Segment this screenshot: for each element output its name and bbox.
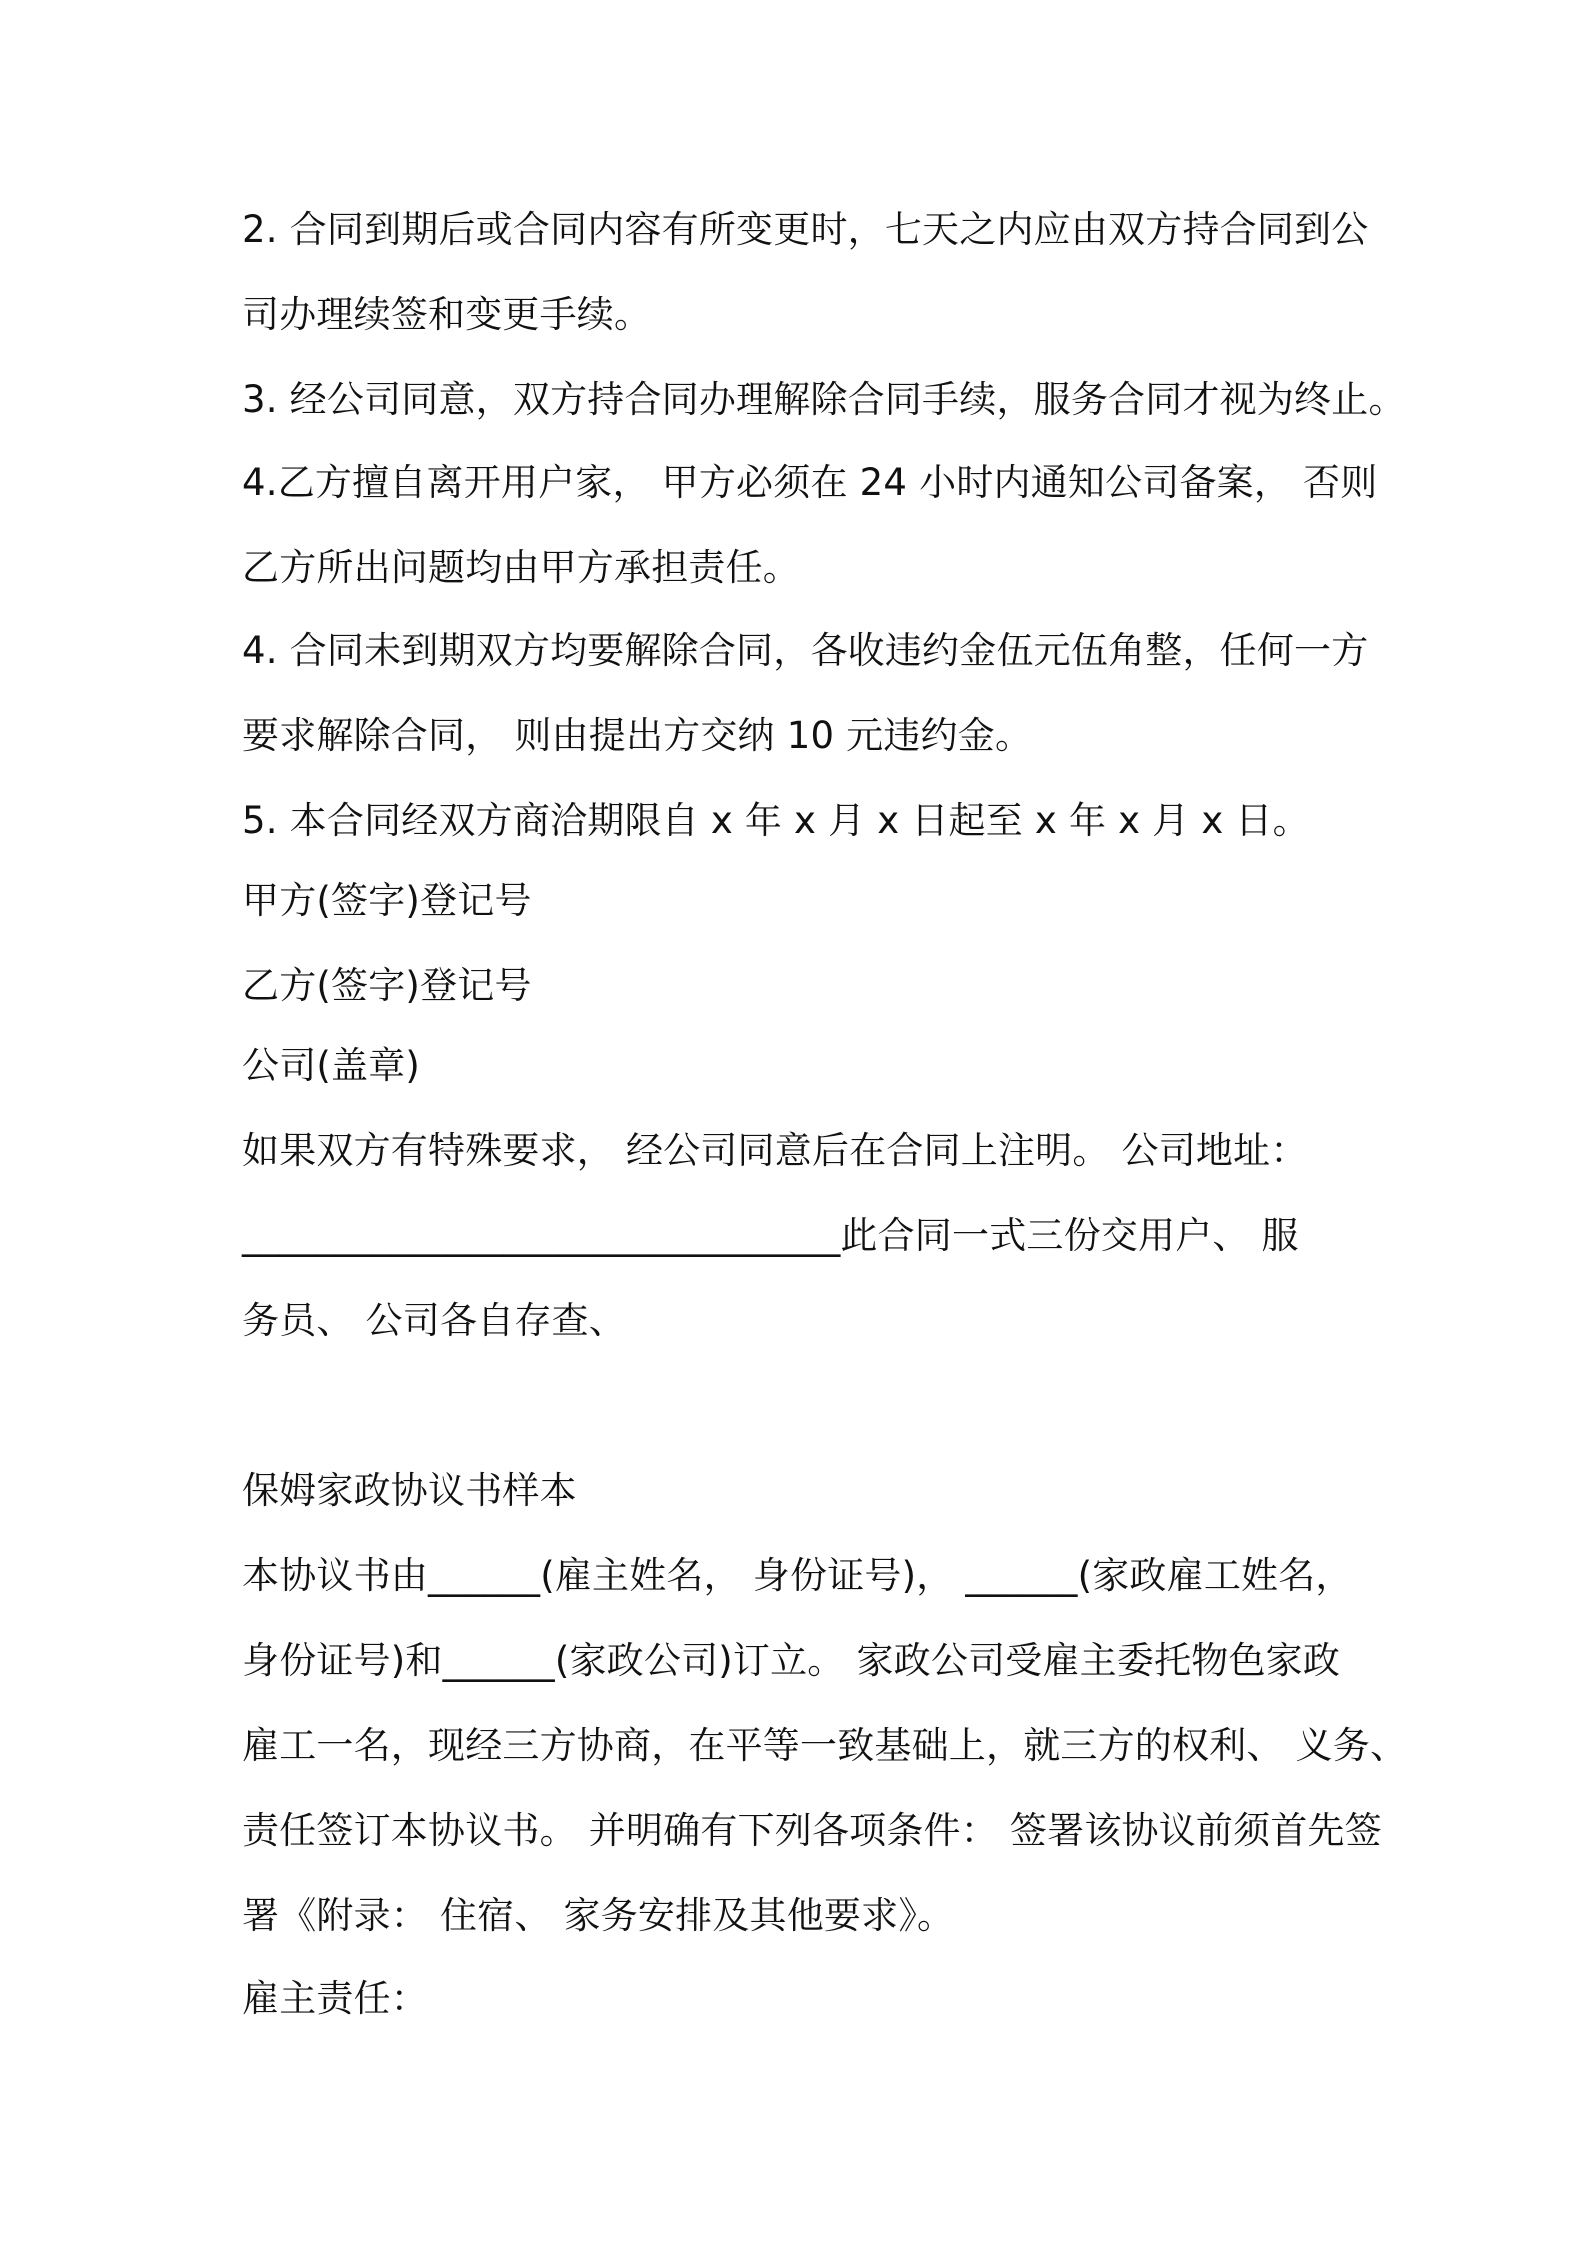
- text-line: 雇主责任：: [242, 1977, 428, 2020]
- text-line: 署《附录： 住宿、 家务安排及其他要求》。: [242, 1894, 955, 1937]
- text-line: 甲方(签字)登记号: [242, 879, 532, 922]
- text-line: 3. 经公司同意，双方持合同办理解除合同手续，服务合同才视为终止。: [242, 378, 1406, 421]
- text-line: 要求解除合同， 则由提出方交纳 10 元违约金。: [242, 714, 1033, 757]
- text-line: ________________________________此合同一式三份交用户、 服: [242, 1214, 1299, 1257]
- text-line: 5. 本合同经双方商洽期限自 x 年 x 月 x 日起至 x 年 x 月 x 日。: [242, 799, 1310, 842]
- text-line: 4. 合同未到期双方均要解除合同，各收违约金伍元伍角整，任何一方: [242, 629, 1369, 672]
- text-line: 身份证号)和______(家政公司)订立。 家政公司受雇主委托物色家政: [242, 1639, 1341, 1682]
- text-line: 公司(盖章): [242, 1044, 421, 1087]
- text-line: 乙方所出问题均由甲方承担责任。: [242, 546, 800, 589]
- text-line: 如果双方有特殊要求， 经公司同意后在合同上注明。 公司地址：: [242, 1129, 1308, 1172]
- text-line: 4.乙方擅自离开用户家， 甲方必须在 24 小时内通知公司备案， 否则: [242, 461, 1378, 504]
- text-line: 雇工一名，现经三方协商，在平等一致基础上，就三方的权利、 义务、: [242, 1724, 1408, 1767]
- text-line: 本协议书由______(雇主姓名， 身份证号)， ______(家政雇工姓名，: [242, 1554, 1353, 1597]
- text-line: 责任签订本协议书。 并明确有下列各项条件： 签署该协议前须首先签: [242, 1809, 1382, 1852]
- text-line: 2. 合同到期后或合同内容有所变更时，七天之内应由双方持合同到公: [242, 208, 1369, 251]
- text-line: 司办理续签和变更手续。: [242, 293, 652, 336]
- section-title: 保姆家政协议书样本: [242, 1469, 577, 1512]
- text-line: 务员、 公司各自存查、: [242, 1299, 626, 1342]
- text-line: 乙方(签字)登记号: [242, 964, 532, 1007]
